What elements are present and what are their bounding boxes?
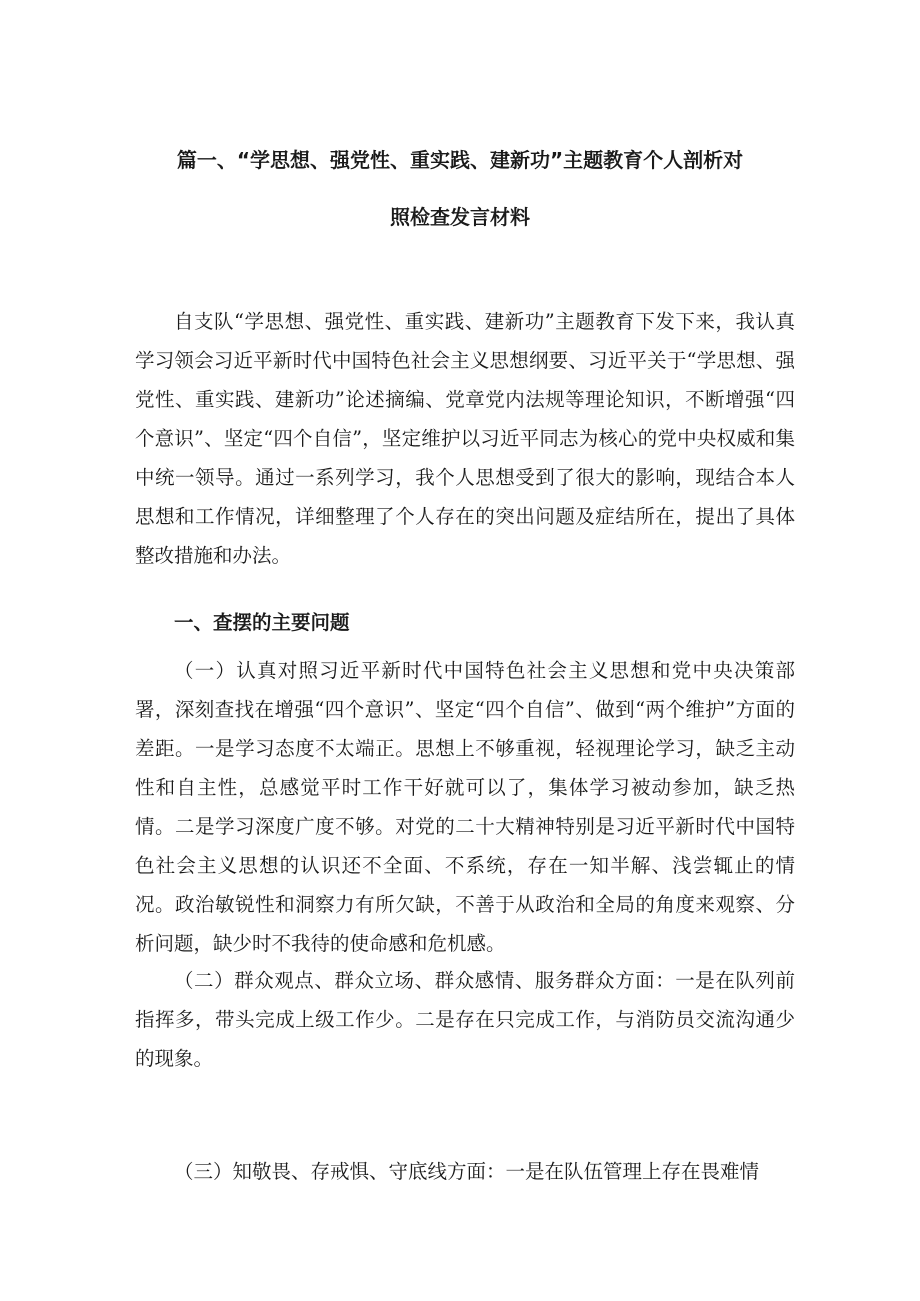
subsection-3-paragraph: （三）知敬畏、存戒惧、守底线方面：一是在队伍管理上存在畏难情: [174, 1160, 760, 1183]
document-title-line-2: 照检查发言材料: [390, 205, 530, 229]
section-heading-problems: 一、查摆的主要问题: [174, 611, 350, 634]
subsection-1-paragraph: （一）认真对照习近平新时代中国特色社会主义思想和党中央决策部署，深刻查找在增强“四个意识”、坚定“四个自信”、做到“两个维护”方面的差距。一是学习态度不太端正。思想上不够重视，轻视理论学习，缺乏主动性和自主性，总感觉平时工作干好就可以了，集体学习被动参加，缺乏热情。二是学习深度广度不够。对党的二十大精神特别是习近平新时代中国特色社会主义思想的认识还不全面、不系统，存在一知半解、浅尝辄止的情况。政治敏锐性和洞察力有所欠缺，不善于从政治和全局的角度来观察、分析问题，缺少时不我待的使命感和危机感。: [135, 659, 795, 955]
intro-paragraph: 自支队“学思想、强党性、重实践、建新功”主题教育下发下来，我认真学习领会习近平新时代中国特色社会主义思想纲要、习近平关于“学思想、强党性、重实践、建新功”论述摘编、党章党内法规等理论知识，不断增强“四个意识”、坚定“四个自信”，坚定维护以习近平同志为核心的党中央权威和集中统一领导。通过一系列学习，我个人思想受到了很大的影响，现结合本人思想和工作情况，详细整理了个人存在的突出问题及症结所在，提出了具体整改措施和办法。: [135, 310, 795, 567]
subsection-2-paragraph: （二）群众观点、群众立场、群众感情、服务群众方面：一是在队列前指挥多，带头完成上级工作少。二是存在只完成工作，与消防员交流沟通少的现象。: [135, 969, 795, 1070]
document-title-line-1: 篇一、“学思想、强党性、重实践、建新功”主题教育个人剖析对: [176, 148, 744, 172]
